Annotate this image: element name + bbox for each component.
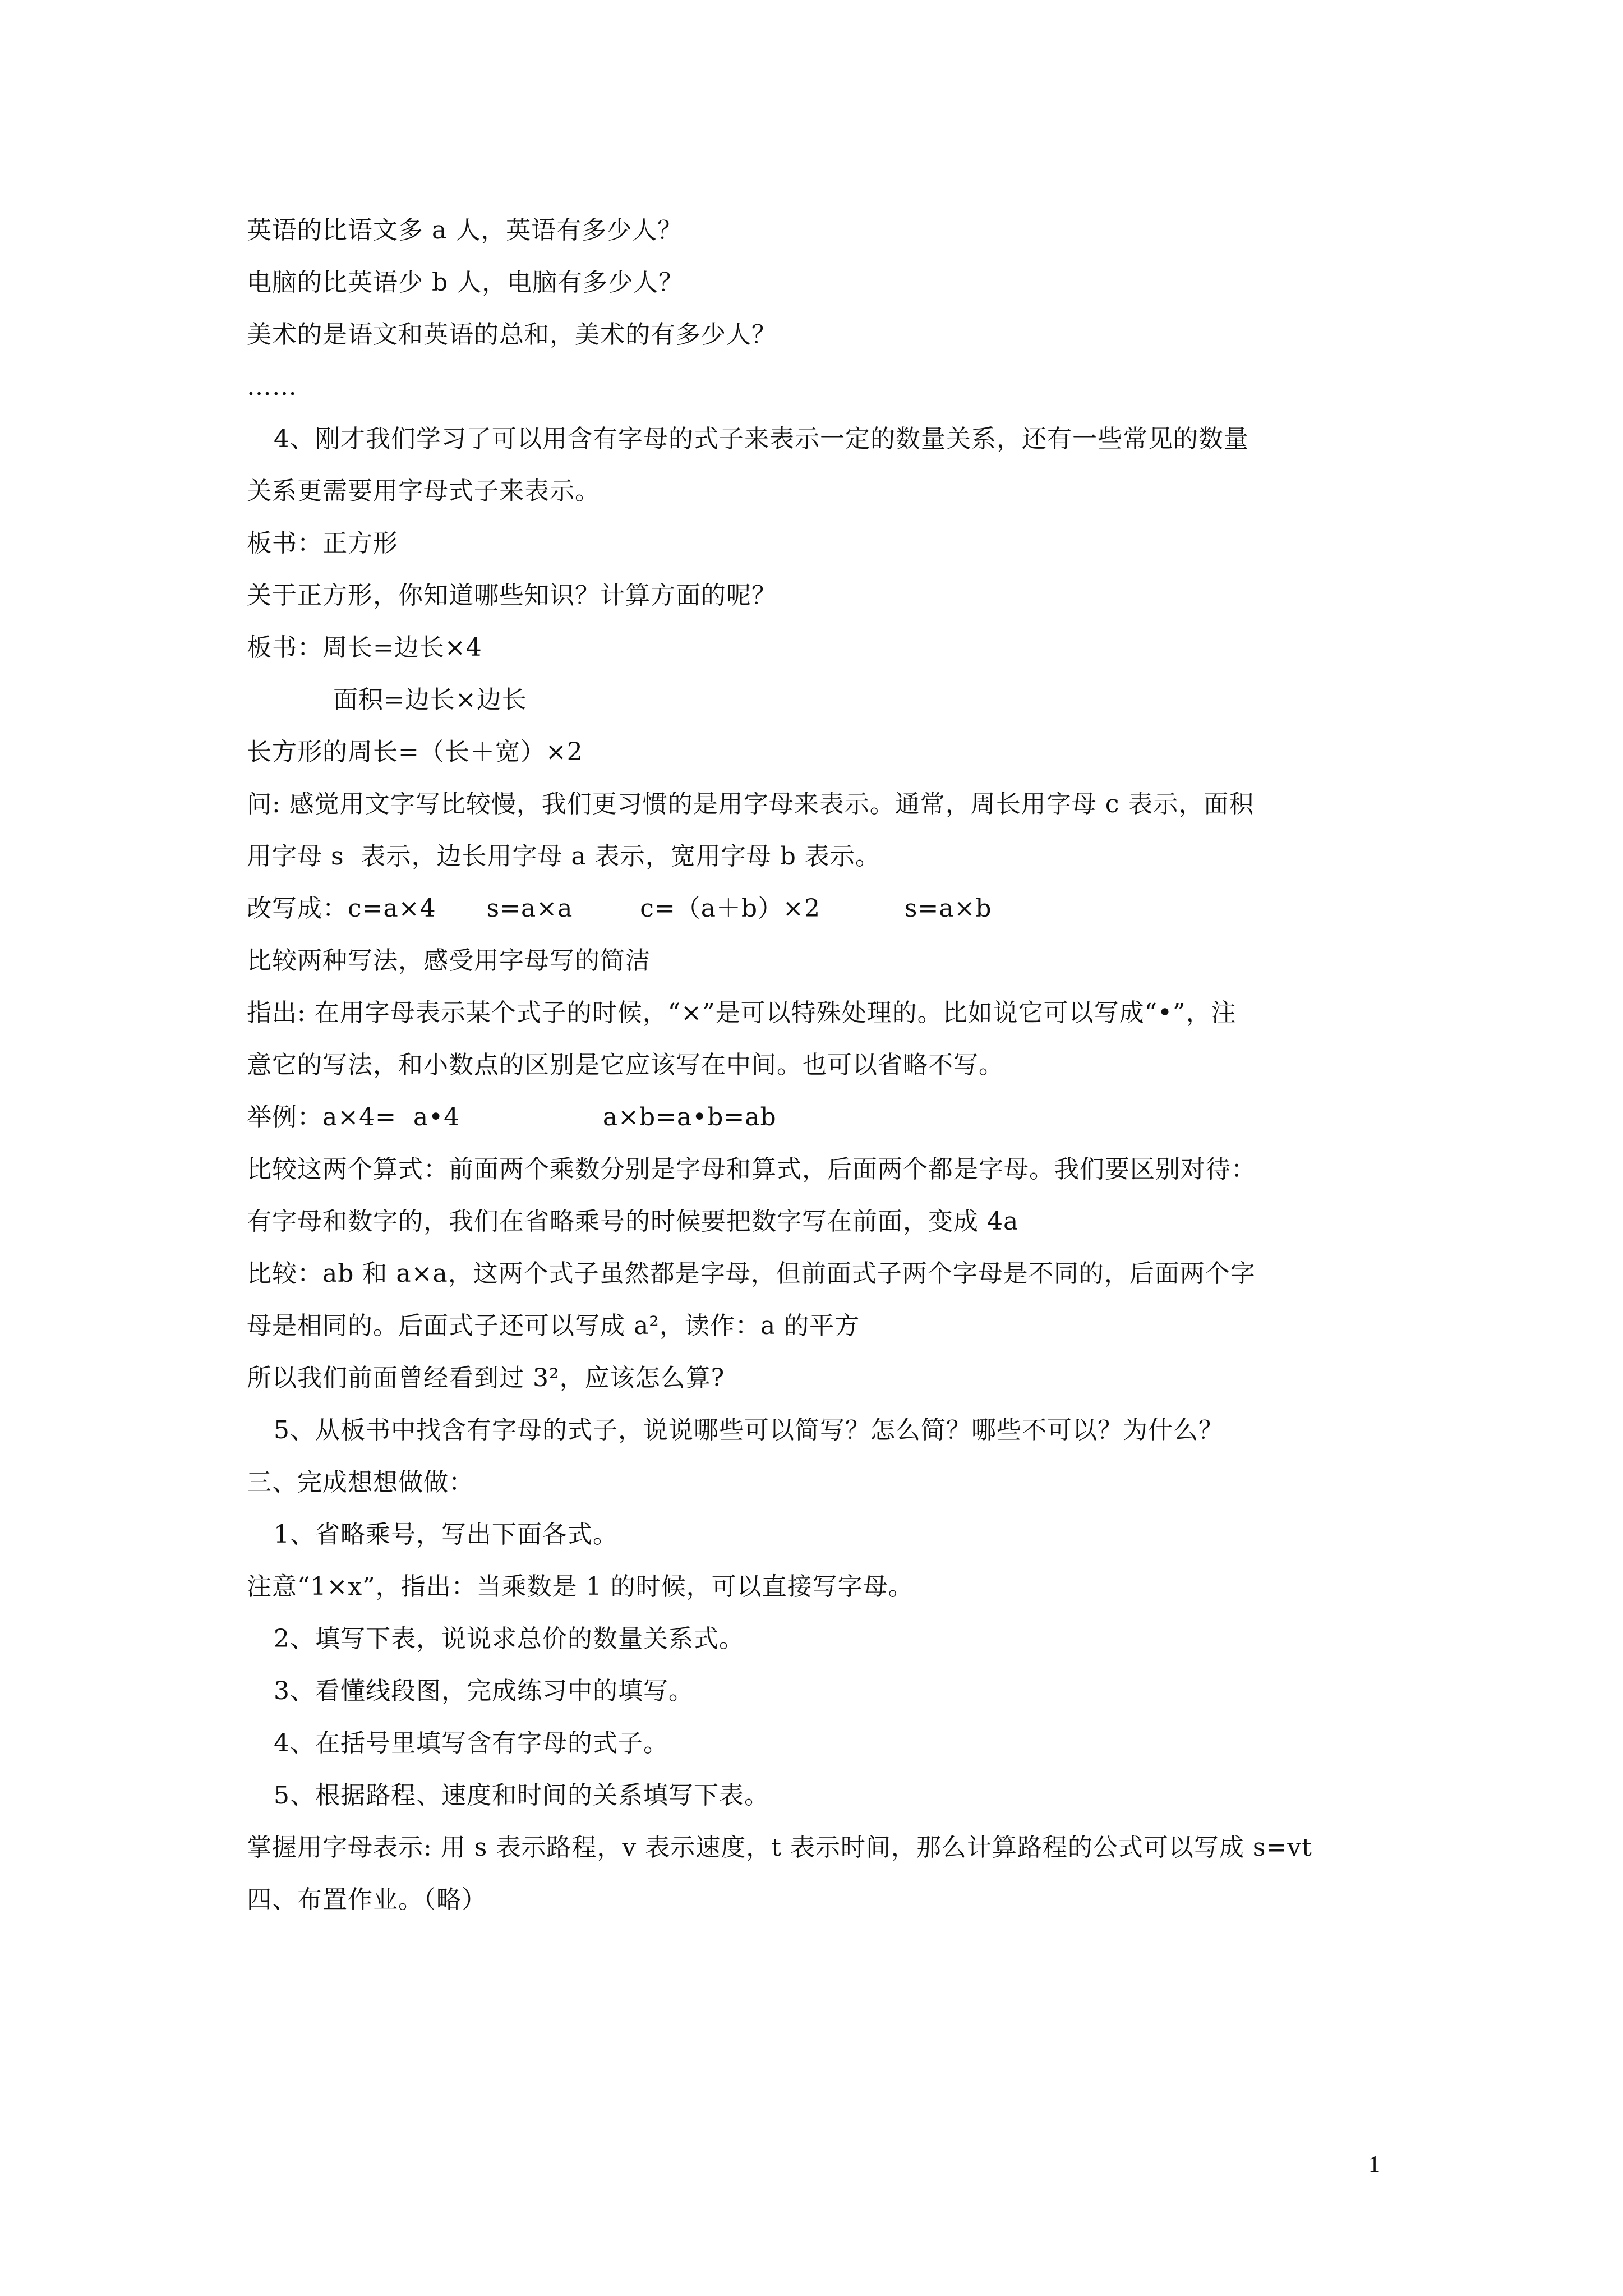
text-line: 掌握用字母表示: 用 s 表示路程，v 表示速度，t 表示时间，那么计算路程的公式可以写成 s=vt	[247, 1833, 1312, 1862]
text-line: 美术的是语文和英语的总和，美术的有多少人？	[247, 320, 777, 349]
text-line: 母是相同的。后面式子还可以写成 a²，读作：a 的平方	[247, 1312, 860, 1340]
page-number: 1	[1368, 2152, 1380, 2178]
text-line: 电脑的比英语少 b 人，电脑有多少人？	[247, 268, 684, 297]
formula-line: 举例：a×4= a•4 a×b=a•b=ab	[247, 1103, 777, 1131]
text-line: 英语的比语文多 a 人，英语有多少人？	[247, 216, 683, 245]
text-line: 5、从板书中找含有字母的式子，说说哪些可以简写？怎么简？哪些不可以？为什么？	[274, 1416, 1224, 1444]
section-heading: 四、布置作业。（略）	[247, 1885, 487, 1914]
text-line: 比较两种写法，感受用字母写的简洁	[247, 946, 651, 975]
text-line: 意它的写法，和小数点的区别是它应该写在中间。也可以省略不写。	[247, 1051, 1004, 1079]
text-line: 比较：ab 和 a×a，这两个式子虽然都是字母，但前面式子两个字母是不同的，后面两个字	[247, 1259, 1256, 1288]
formula-line: 改写成：c=a×4 s=a×a c=（a＋b）×2 s=a×b	[247, 894, 992, 923]
text-line: 所以我们前面曾经看到过 3²，应该怎么算?	[247, 1364, 725, 1392]
text-line: 关于正方形，你知道哪些知识？计算方面的呢？	[247, 581, 777, 610]
text-line: 用字母 s 表示，边长用字母 a 表示，宽用字母 b 表示。	[247, 842, 880, 871]
text-line: 3、看懂线段图，完成练习中的填写。	[274, 1677, 694, 1705]
text-line: 指出: 在用字母表示某个式子的时候，“×”是可以特殊处理的。比如说它可以写成“•”，注	[247, 999, 1237, 1027]
text-line: 5、根据路程、速度和时间的关系填写下表。	[274, 1781, 769, 1810]
text-line: 1、省略乘号，写出下面各式。	[274, 1520, 618, 1549]
ellipsis-line: ……	[247, 372, 297, 401]
text-line: 比较这两个算式：前面两个乘数分别是字母和算式，后面两个都是字母。我们要区别对待：	[247, 1155, 1256, 1184]
text-line: 4、在括号里填写含有字母的式子。	[274, 1729, 668, 1757]
text-line: 板书：周长=边长×4	[247, 633, 482, 662]
text-line: 问: 感觉用文字写比较慢，我们更习惯的是用字母来表示。通常，周长用字母 c 表示，面积	[247, 790, 1255, 818]
text-line: 4、刚才我们学习了可以用含有字母的式子来表示一定的数量关系，还有一些常见的数量	[274, 425, 1249, 453]
text-line: 板书：正方形	[247, 529, 398, 558]
text-line: 面积=边长×边长	[333, 685, 527, 714]
text-line: 关系更需要用字母式子来表示。	[247, 477, 600, 505]
text-line: 有字母和数字的，我们在省略乘号的时候要把数字写在前面，变成 4a	[247, 1207, 1019, 1236]
text-line: 2、填写下表，说说求总价的数量关系式。	[274, 1625, 744, 1653]
section-heading: 三、完成想想做做：	[247, 1468, 474, 1497]
document-body	[247, 204, 1391, 1926]
text-line: 长方形的周长=（长＋宽）×2	[247, 738, 583, 766]
text-line: 注意“1×x”，指出：当乘数是 1 的时候，可以直接写字母。	[247, 1572, 914, 1601]
